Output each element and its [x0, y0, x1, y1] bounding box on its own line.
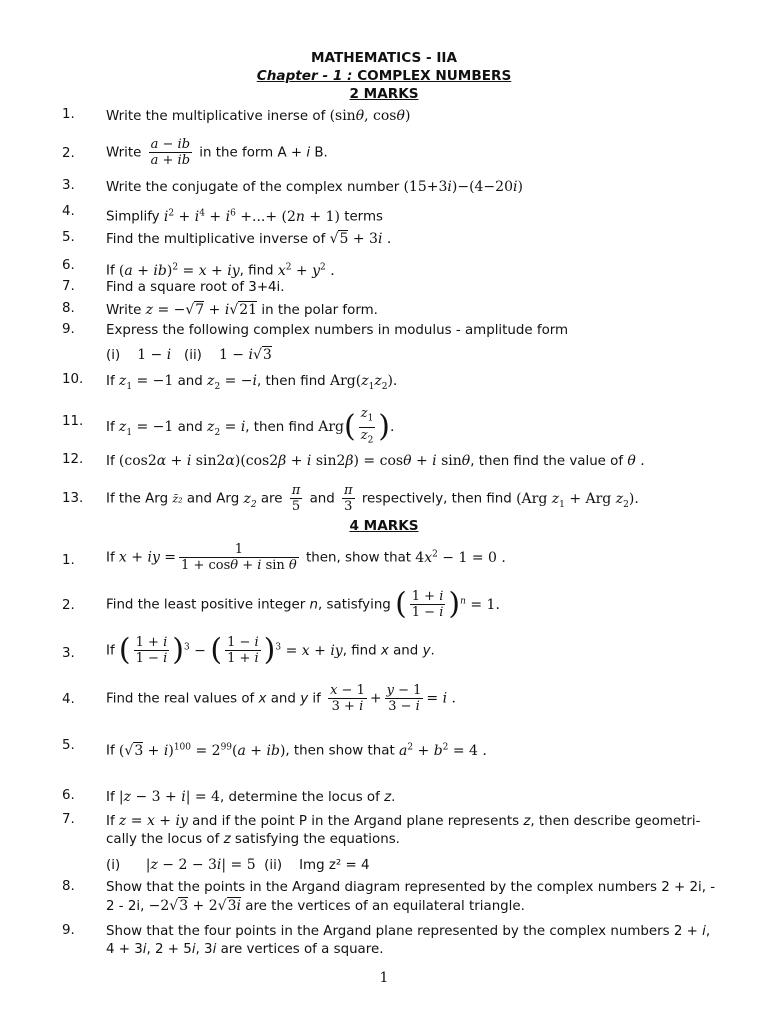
question-text: Show that the points in the Argand diagram represented by the complex numbers 2 + 2i, - [106, 880, 716, 895]
math-expression: (cos2α + i sin2α)(cos2β + i sin2β) = cosθ + i sinθ [118, 453, 471, 469]
chapter-heading [0, 68, 768, 84]
question-text: x [380, 643, 389, 659]
question-text: , then find [257, 374, 330, 389]
question-text: cally the locus of [106, 832, 224, 847]
question-2m-12 [0, 452, 768, 474]
question-text: if [308, 691, 326, 707]
question-text: Img z² = 4 [299, 858, 370, 873]
question-text: then, show that [301, 550, 416, 566]
math-expression: $a^2 + b^2 = 4$ . [398, 742, 487, 759]
question-number: 10. [62, 372, 84, 387]
question-4m-7 [0, 812, 768, 852]
question-text: in the polar form. [257, 303, 378, 318]
question-text: and [173, 374, 208, 389]
question-number: 2. [62, 146, 75, 161]
math-fraction: $\frac{1 - i}{1 + i}$ [227, 635, 259, 666]
question-2m-2 [0, 137, 768, 171]
question-number: 3. [62, 646, 75, 661]
math-expression: $Arg(z_1z_2)$. [329, 373, 398, 392]
question-number: 11. [62, 414, 84, 429]
question-4m-3: 3. If ( $\frac{1 + i}{1 - i}$ )$^3$ − ( $\frac{1 - i}{1 + i}$ )$^3$ = x + iy, find x and y. [62, 632, 435, 668]
math-fraction: $\frac{\pi}{5}$ [291, 483, 301, 514]
question-text: . [430, 643, 435, 659]
question-text: If [106, 814, 119, 829]
question-text: Show that the four points in the Argand plane represented by the complex numbers 2 + [106, 924, 703, 939]
math-expression: $z_1 = -1$ [118, 373, 174, 392]
math-fraction: $\frac{\pi}{3}$ [344, 483, 353, 514]
question-text: and [266, 691, 301, 707]
question-2m-3 [0, 178, 768, 200]
chapter-prefix: Chapter - 1 : [256, 68, 353, 84]
question-text: , then find the value of [470, 454, 628, 469]
question-text: Find the real values of [106, 691, 259, 707]
question-text: , satisfying [318, 597, 396, 613]
question-text: and [173, 420, 208, 436]
math-fraction: $\frac{z_1}{z_2}$ [360, 406, 374, 446]
question-text: x [258, 691, 267, 707]
question-text: Write [106, 145, 146, 161]
question-text: Simplify [106, 209, 164, 225]
question-number: 9. [62, 322, 75, 337]
question-number: 6. [62, 258, 75, 273]
question-text: If [106, 743, 119, 759]
question-text: i [142, 942, 147, 957]
question-text: i [306, 145, 311, 161]
question-4m-2: 2. Find the least positive integer n, satisfying ( $\frac{1 + i}{1 - i}$ )$^n$ = 1. [62, 586, 500, 622]
question-text: , then describe geometri- [530, 814, 701, 829]
question-text: are the vertices of an equilateral triangle. [240, 899, 525, 914]
question-text: , find [342, 643, 381, 659]
question-text: i [212, 942, 217, 957]
math-expression: (15+3i)−(4−20i) [403, 179, 523, 195]
question-text: n [309, 597, 319, 613]
math-expression: 1 − i√3 [218, 347, 272, 363]
question-text: , 2 + 5 [146, 942, 192, 957]
question-text: and Arg [182, 491, 244, 507]
question-text: Write the conjugate of the complex number [106, 180, 404, 195]
question-2m-1 [0, 107, 768, 129]
question-text: z [384, 790, 392, 805]
question-2m-11: 11. If $z_1 = -1$ and $z_2 = i$, then find Arg( $\frac{z_1}{z_2}$ ). [0, 404, 768, 440]
question-text: . [391, 790, 396, 805]
math-expression: −2√3 + 2√3i [148, 898, 241, 914]
question-number: 4. [62, 204, 75, 219]
question-text: , [705, 924, 711, 939]
math-expression: $(√3 + i)^{100} = 2^{99}(a + ib)$ [118, 742, 286, 759]
question-4m-7-parts [0, 856, 768, 878]
question-2m-5 [0, 230, 768, 252]
question-2m-7 [0, 279, 768, 301]
question-text: and [388, 643, 423, 659]
math-expression: $z_1 = -1$ [118, 419, 174, 438]
question-number: 7. [62, 812, 75, 827]
math-expression: θ . [627, 453, 645, 469]
question-number: 5. [62, 738, 75, 753]
question-2m-9 [0, 322, 768, 344]
math-expression: = i . [426, 690, 456, 707]
question-text: Write [106, 303, 146, 318]
question-text: and [305, 491, 340, 507]
question-text: y [300, 691, 309, 707]
math-expression: $z_2$ [243, 490, 257, 510]
question-text: If [106, 454, 119, 469]
math-expression: $4x^2 - 1 = 0$ . [415, 548, 506, 566]
question-2m-8 [0, 301, 768, 323]
question-number: 9. [62, 923, 75, 938]
question-text: are vertices of a square. [216, 942, 384, 957]
question-text: and if the point P in the Argand plane represents [187, 814, 524, 829]
question-4m-6 [0, 788, 768, 810]
question-text: , then show that [285, 743, 399, 759]
question-text: terms [339, 209, 383, 225]
question-text: z [223, 832, 231, 847]
question-text: i [191, 942, 196, 957]
math-expression: (a + ib)$^2$ = x + iy [118, 262, 240, 279]
question-text: 2 - 2i, [106, 899, 149, 914]
math-expression: $z_2 = -i$ [207, 373, 258, 392]
question-4m-5 [0, 738, 768, 760]
question-text: , then find [245, 420, 319, 436]
math-expression: 1 − i [137, 347, 172, 363]
question-text: If [106, 790, 119, 805]
math-fraction: $\frac{y - 1}{3 - i}$ [386, 683, 422, 714]
question-text: i [702, 924, 706, 939]
part-label: (i) [106, 858, 121, 873]
math-expression: z = −√7 + i√21 [145, 302, 258, 318]
question-text: B. [310, 145, 328, 161]
question-text: Find the least positive integer [106, 597, 310, 613]
question-2m-10 [0, 372, 768, 394]
question-text: Find the multiplicative inverse of [106, 232, 330, 247]
question-number: 5. [62, 230, 75, 245]
question-text: 4 + 3 [106, 942, 143, 957]
math-expression: x + iy = [118, 549, 177, 566]
question-text: Find a square root of 3+4i. [106, 280, 285, 295]
math-expression: (sinθ, cosθ) [329, 108, 411, 124]
question-number: 1. [62, 107, 75, 122]
question-2m-4 [0, 204, 768, 226]
math-expression: z̄₂ [172, 492, 183, 506]
math-expression: $^3$ = x + iy [275, 641, 343, 659]
part-label: (i) [106, 348, 121, 363]
question-text: y [422, 643, 431, 659]
question-number: 7. [62, 279, 75, 294]
question-number: 8. [62, 879, 75, 894]
question-4m-4: 4. Find the real values of x and y if $\frac{x - 1}{3 + i}$ + $\frac{y - 1}{3 - i}$ = i . [62, 683, 456, 714]
document-title: MATHEMATICS - IIA [310, 50, 457, 66]
math-fraction: $\frac{a - ib}{a + ib}$ [150, 137, 191, 168]
math-expression: √5 + 3i . [329, 231, 392, 247]
part-label: (ii) [184, 348, 202, 363]
math-expression: (Arg $z_1$ + Arg $z_2$). [516, 490, 639, 510]
question-number: 13. [62, 491, 84, 506]
question-2m-6 [0, 258, 768, 280]
question-number: 6. [62, 788, 75, 803]
math-expression: |z − 3 + i| = 4 [118, 789, 220, 805]
math-expression: $i^2 + i^4 + i^6$ +...+ (2n + 1) [163, 208, 340, 225]
question-text: , 3 [195, 942, 213, 957]
question-text: If [106, 263, 119, 279]
question-text: , determine the locus of [219, 790, 385, 805]
question-number: 8. [62, 301, 75, 316]
question-text: respectively, then find [357, 491, 517, 507]
math-expression: z = x + iy [118, 813, 188, 829]
math-fraction: $\frac{x - 1}{3 + i}$ [330, 683, 365, 714]
question-text: If [106, 643, 119, 659]
question-text: , find [239, 263, 278, 279]
question-text: satisfying the equations. [230, 832, 400, 847]
question-number: 4. [62, 692, 75, 707]
section-heading-4-marks: 4 MARKS [349, 518, 419, 534]
math-expression: $x^2 + y^2$ . [277, 262, 335, 279]
math-fraction: $\frac{1 + i}{1 - i}$ [411, 589, 444, 620]
question-text: Write the multiplicative inerse of [106, 109, 330, 124]
question-text: z [523, 814, 531, 829]
math-fraction: $\frac{1 + i}{1 - i}$ [135, 635, 168, 666]
question-text: If [106, 374, 119, 389]
question-text: are [256, 491, 287, 507]
part-label: (ii) [264, 858, 283, 873]
question-text: If [106, 420, 119, 436]
math-expression: Arg [318, 419, 344, 436]
math-expression: $^n$ = 1. [460, 595, 500, 613]
question-text: Express the following complex numbers in modulus - amplitude form [106, 323, 569, 338]
math-expression: $z_2 = i$ [207, 419, 246, 438]
question-number: 2. [62, 598, 75, 613]
question-2m-9-parts [0, 346, 768, 368]
question-text: in the form A + [195, 145, 307, 161]
question-2m-13 [0, 482, 768, 518]
page-number: 1 [379, 970, 389, 986]
question-text: If the Arg [106, 491, 173, 507]
math-expression: |z − 2 − 3i| = 5 [145, 857, 256, 873]
chapter-name: COMPLEX NUMBERS [357, 68, 512, 84]
question-number: 3. [62, 178, 75, 193]
section-heading-2-marks: 2 MARKS [349, 86, 419, 102]
question-number: 12. [62, 452, 84, 467]
question-number: 1. [62, 553, 75, 568]
question-4m-9 [0, 923, 768, 963]
math-fraction: $\frac{1}{\text{1 + cosθ + i sin θ}}$ [181, 542, 297, 573]
question-4m-1 [0, 540, 768, 578]
question-text: If [106, 550, 119, 566]
question-4m-8 [0, 879, 768, 919]
